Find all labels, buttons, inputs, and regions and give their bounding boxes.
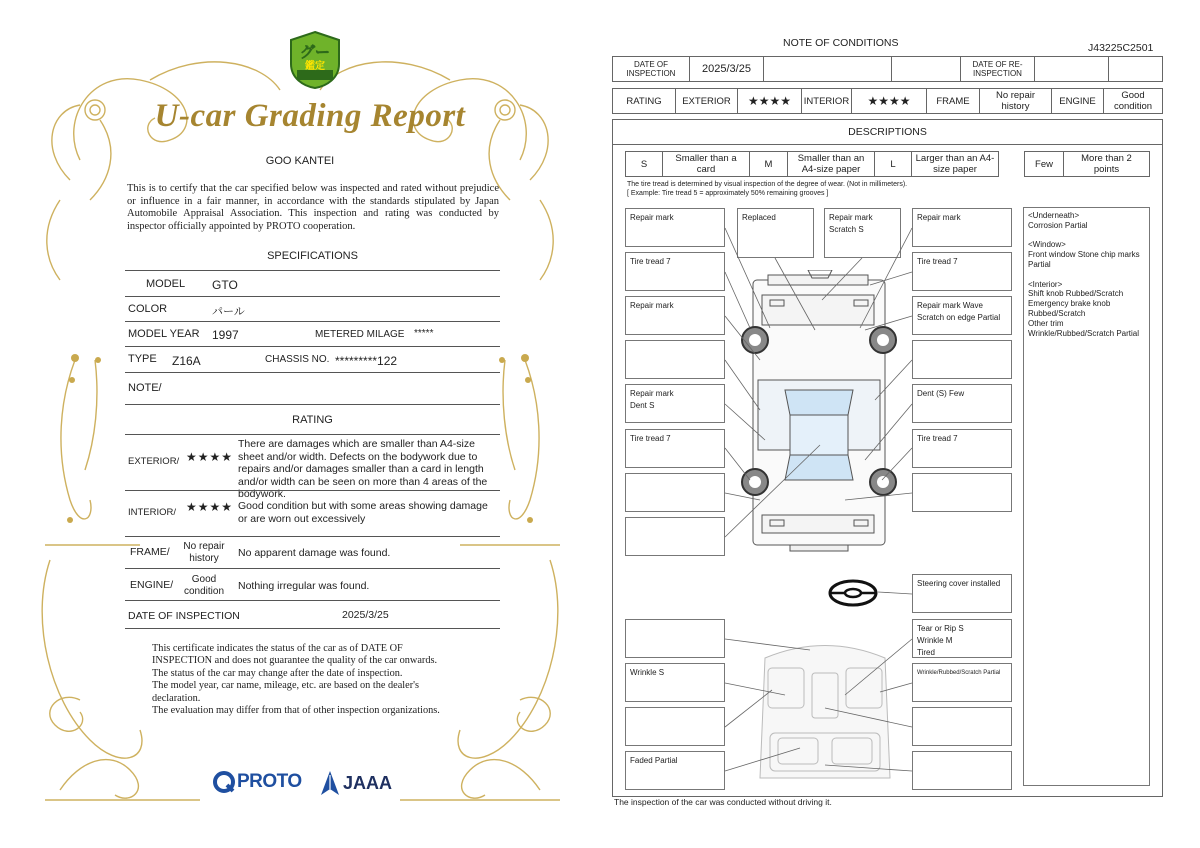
certificate-footer xyxy=(152,643,482,717)
divider xyxy=(125,404,500,405)
divider xyxy=(125,296,500,297)
interior-stars: ★★★★ xyxy=(852,89,927,113)
right-note-3: Repair mark Wave Scratch on edge Partial xyxy=(912,296,1012,335)
svg-text:鑑定: 鑑定 xyxy=(305,61,325,72)
descriptions-heading: DESCRIPTIONS xyxy=(613,120,1162,145)
interior-left-note-4: Faded Partial xyxy=(625,751,725,790)
divider xyxy=(125,372,500,373)
exterior-description: There are damages which are smaller than A4-size sheet and/or width. Defects on the bodywork due to repairs and/or damages smaller than a card in length and/or width can be seen on more than 4 areas of the bodywork. xyxy=(238,438,488,500)
footer-line: The status of the car may change after the date of inspection. xyxy=(152,667,403,679)
interior-right-note-1: Steering cover installed xyxy=(912,574,1012,613)
legend-few-key: Few xyxy=(1025,152,1064,176)
mid-note-2: Repair mark Scratch S xyxy=(824,208,901,258)
exterior-stars: ★★★★ xyxy=(186,450,234,464)
model-year-label: MODEL YEAR xyxy=(128,328,200,340)
noc-footer: The inspection of the car was conducted without driving it. xyxy=(614,797,832,807)
interior-label: INTERIOR/ xyxy=(128,507,177,518)
leader-lines xyxy=(600,0,1200,848)
reference-number: J43225C2501 xyxy=(1088,42,1154,54)
jaaa-text: JAAA xyxy=(343,772,393,793)
left-note-2: Tire tread 7 xyxy=(625,252,725,291)
proto-mark-icon xyxy=(212,770,236,794)
divider xyxy=(125,568,500,569)
footer-line: This certificate indicates the status of the car as of DATE OF xyxy=(152,643,403,654)
frame-value: No repair history xyxy=(183,541,225,564)
divider xyxy=(125,600,500,601)
exterior-stars: ★★★★ xyxy=(738,89,802,113)
engine-label: ENGINE/ xyxy=(130,579,174,591)
legend-few-text: More than 2 points xyxy=(1081,153,1132,175)
mileage-value: ***** xyxy=(414,328,434,339)
interior-left-note-2: Wrinkle S xyxy=(625,663,725,702)
color-label: COLOR xyxy=(128,303,168,315)
report-subtitle: GOO KANTEI xyxy=(265,155,335,167)
tire-example: [ Example: Tire tread 5 = approximately 50% remaining grooves ] xyxy=(627,190,829,197)
legend-m-text: Smaller than an A4-size paper xyxy=(788,152,875,176)
left-note-1: Repair mark xyxy=(625,208,725,247)
footer-line: declaration. xyxy=(152,692,201,704)
chassis-label: CHASSIS NO. xyxy=(265,354,330,365)
tire-note: The tire tread is determined by visual inspection of the degree of wear. (Not in millimeters). xyxy=(627,181,908,188)
engine-label: ENGINE xyxy=(1052,89,1104,113)
interior-right-note-3: Wrinkle/Rubbed/Scratch Partial xyxy=(912,663,1012,702)
footer-line: INSPECTION and does not guarantee the quality of the car onwards. xyxy=(152,655,438,667)
color-value: パール xyxy=(212,306,245,318)
footer-line: The evaluation may differ from that of other inspection organizations. xyxy=(152,705,440,717)
proto-text: PROTO xyxy=(237,771,302,792)
model-value: GTO xyxy=(212,278,238,292)
interior-stars: ★★★★ xyxy=(186,500,234,514)
frame-label: FRAME/ xyxy=(130,546,170,558)
reinspection-label: DATE OF RE-INSPECTION xyxy=(961,57,1035,81)
frame-value: No repair history xyxy=(980,89,1052,113)
jaaa-mark-icon xyxy=(320,770,340,796)
model-year-value: 1997 xyxy=(212,328,239,342)
divider xyxy=(125,321,500,322)
left-note-5: Repair mark Dent S xyxy=(625,384,725,423)
divider xyxy=(125,346,500,347)
frame-description: No apparent damage was found. xyxy=(238,547,391,559)
goo-kantei-logo xyxy=(287,30,343,90)
note-label: NOTE/ xyxy=(128,382,162,394)
inspection-date-label: DATE OF INSPECTION xyxy=(128,610,240,622)
interior-label: INTERIOR xyxy=(802,89,852,113)
proto-logo xyxy=(212,770,302,794)
type-value: Z16A xyxy=(172,354,201,368)
noc-heading: NOTE OF CONDITIONS xyxy=(783,37,899,49)
engine-description: Nothing irregular was found. xyxy=(238,580,370,592)
date-value: 2025/3/25 xyxy=(690,57,764,81)
interior-right-note-2: Tear or Rip S Wrinkle M Tired xyxy=(912,619,1012,658)
right-note-6: Tire tread 7 xyxy=(912,429,1012,468)
svg-text:グー: グー xyxy=(299,43,331,61)
rating-heading: RATING xyxy=(292,414,333,426)
divider xyxy=(125,536,500,537)
mid-note-1: Replaced xyxy=(737,208,814,258)
frame-label: FRAME xyxy=(927,89,980,113)
report-title: U-car Grading Report xyxy=(154,98,466,134)
legend-s-key: S xyxy=(626,152,663,176)
additional-notes-panel: <Underneath> Corrosion Partial <Window> Front window Stone chip marks Partial <Interior> Shift knob Rubbed/Scratch Emergency brake knob Rubbed/Scratch Other trim Wrinkle/Rubbed/Scratch Partial xyxy=(1023,207,1150,786)
jaaa-logo xyxy=(320,770,392,796)
engine-value: Good condition xyxy=(1113,90,1153,112)
type-label: TYPE xyxy=(128,353,157,365)
divider xyxy=(125,270,500,271)
inspection-date-value: 2025/3/25 xyxy=(342,609,389,621)
legend-m-key: M xyxy=(750,152,788,176)
certificate-intro: This is to certify that the car specified below was inspected and rated without prejudice or influence in a fair manner, in accordance with the standards stipulated by Japan Automobile Appraisal Association. This inspection and rating was conducted by inspector officially appointed by PROTO cooperation. xyxy=(127,183,499,232)
engine-value: Good condition xyxy=(183,574,225,597)
footer-line: The model year, car name, mileage, etc. are based on the dealer's xyxy=(152,680,420,692)
legend-l-text: Larger than an A4-size paper xyxy=(915,153,995,175)
legend-l-key: L xyxy=(875,152,912,176)
chassis-value: *********122 xyxy=(335,354,398,368)
exterior-label: EXTERIOR/ xyxy=(128,456,180,467)
model-label: MODEL xyxy=(146,278,186,290)
specifications-heading: SPECIFICATIONS xyxy=(267,250,358,262)
left-note-6: Tire tread 7 xyxy=(625,429,725,468)
date-label: DATE OF INSPECTION xyxy=(613,57,690,81)
rating-label: RATING xyxy=(613,89,676,113)
divider xyxy=(125,490,500,491)
interior-description: Good condition but with some areas showing damage or are worn out excessively xyxy=(238,500,488,525)
right-note-1: Repair mark xyxy=(912,208,1012,247)
note-of-conditions xyxy=(600,0,1200,848)
legend-s-text: Smaller than a card xyxy=(663,152,750,176)
exterior-label: EXTERIOR xyxy=(676,89,738,113)
right-note-5: Dent (S) Few xyxy=(912,384,1012,423)
right-note-2: Tire tread 7 xyxy=(912,252,1012,291)
divider xyxy=(125,628,500,629)
left-note-3: Repair mark xyxy=(625,296,725,335)
mileage-label: METERED MILAGE xyxy=(315,329,405,340)
divider xyxy=(125,434,500,435)
